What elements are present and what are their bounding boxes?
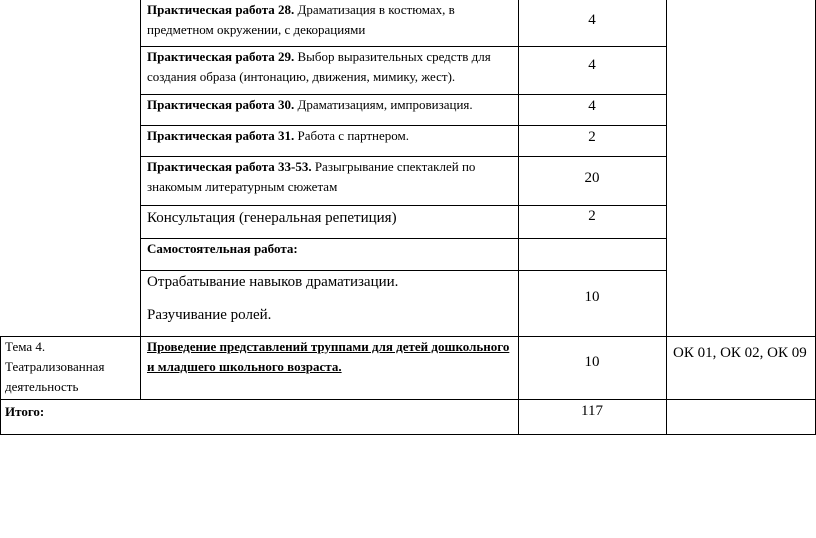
table-border bbox=[0, 336, 1, 434]
cell-text: Консультация (генеральная репетиция) bbox=[147, 210, 397, 226]
table-cell-description bbox=[147, 239, 512, 259]
table-cell-hours: 20 bbox=[584, 170, 600, 186]
table-cell-hours: 10 bbox=[584, 289, 600, 305]
topic-label: Тема 4. Театрализованная деятельность bbox=[5, 339, 105, 394]
table-border bbox=[140, 336, 141, 399]
table-cell-hours: 2 bbox=[588, 208, 596, 224]
cell-bold-label: Практическая работа 29. bbox=[147, 49, 295, 64]
table-cell-description bbox=[147, 272, 512, 292]
cell-text: Разыгрывание спектаклей по знакомым литературным сюжетам bbox=[147, 159, 476, 194]
cell-text: Драматизациям, импровизация. bbox=[294, 97, 473, 112]
cell-text: Разучивание ролей. bbox=[147, 307, 272, 323]
table-cell-hours: 4 bbox=[588, 57, 596, 73]
table-cell-hours: 10 bbox=[584, 354, 600, 370]
cell-text: Отрабатывание навыков драматизации. bbox=[147, 274, 399, 290]
table-border bbox=[140, 0, 141, 336]
table-border bbox=[0, 434, 816, 435]
table-cell-description bbox=[147, 208, 512, 228]
cell-bold-label: Самостоятельная работа: bbox=[147, 241, 298, 256]
table-cell-hours: 4 bbox=[588, 12, 596, 28]
table-border bbox=[666, 0, 667, 434]
cell-text: Драматизация в костюмах, в предметном окружении, с декорациями bbox=[147, 2, 455, 37]
table-cell-description bbox=[147, 0, 512, 40]
table-cell-description bbox=[147, 95, 512, 115]
cell-bold-label: Практическая работа 30. bbox=[147, 97, 295, 112]
table-border bbox=[0, 399, 816, 400]
competencies: ОК 01, ОК 02, ОК 09 bbox=[673, 345, 807, 361]
table-cell-hours: 4 bbox=[588, 98, 596, 114]
table-cell-description bbox=[147, 126, 512, 146]
table-cell-description bbox=[147, 157, 512, 197]
table-border bbox=[140, 270, 666, 271]
table-border bbox=[140, 205, 666, 206]
table-cell-description bbox=[147, 47, 512, 87]
cell-bold-label: Практическая работа 28. bbox=[147, 2, 295, 17]
topic-content: Проведение представлений труппами для детей дошкольного и младшего школьного возраста. bbox=[147, 339, 510, 374]
total-hours: 117 bbox=[581, 403, 603, 419]
table-cell-description bbox=[147, 305, 512, 325]
cell-bold-label: Практическая работа 33-53. bbox=[147, 159, 312, 174]
total-label: Итого: bbox=[5, 404, 45, 419]
cell-text: Выбор выразительных средств для создания образа (интонацию, движения, мимику, жест). bbox=[147, 49, 491, 84]
cell-text: Работа с партнером. bbox=[294, 128, 410, 143]
table-cell-hours: 2 bbox=[588, 129, 596, 145]
cell-bold-label: Практическая работа 31. bbox=[147, 128, 295, 143]
